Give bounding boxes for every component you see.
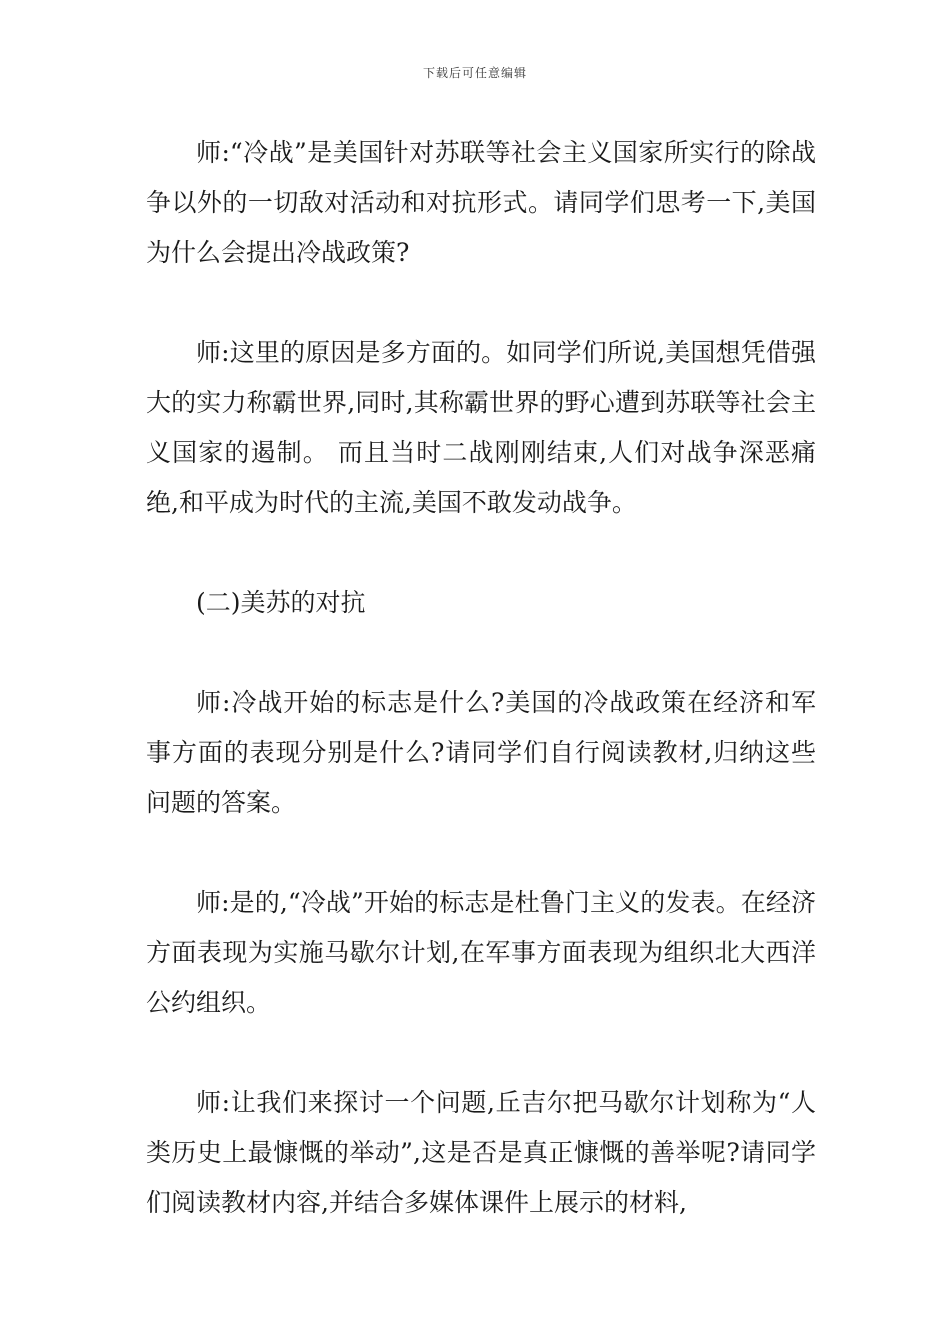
document-body	[146, 128, 816, 1228]
paragraph-cold-war-start-question: 师:冷战开始的标志是什么?美国的冷战政策在经济和军事方面的表现分别是什么?请同学们自行阅读教材,归纳这些问题的答案。	[146, 688, 816, 817]
paragraph-cold-war-definition: 师:“冷战”是美国针对苏联等社会主义国家所实行的除战争以外的一切敌对活动和对抗形式。请同学们思考一下,美国为什么会提出冷战政策?	[146, 138, 816, 267]
page-header: 下载后可任意编辑	[422, 66, 527, 80]
paragraph-cold-war-reasons: 师:这里的原因是多方面的。如同学们所说,美国想凭借强大的实力称霸世界,同时,其称霸世界的野心遭到苏联等社会主义国家的遏制。 而且当时二战刚刚结束,人们对战争深恶痛绝,和平成为时代的主流,美国不敢发动战争。	[146, 338, 816, 517]
paragraph-cold-war-start-answer: 师:是的,“冷战”开始的标志是杜鲁门主义的发表。在经济方面表现为实施马歇尔计划,在军事方面表现为组织北大西洋公约组织。	[146, 888, 816, 1017]
section-heading-us-soviet-confrontation: (二)美苏的对抗	[196, 588, 366, 617]
paragraph-marshall-plan-discussion: 师:让我们来探讨一个问题,丘吉尔把马歇尔计划称为“人类历史上最慷慨的举动”,这是否是真正慷慨的善举呢?请同学们阅读教材内容,并结合多媒体课件上展示的材料,	[146, 1088, 816, 1217]
